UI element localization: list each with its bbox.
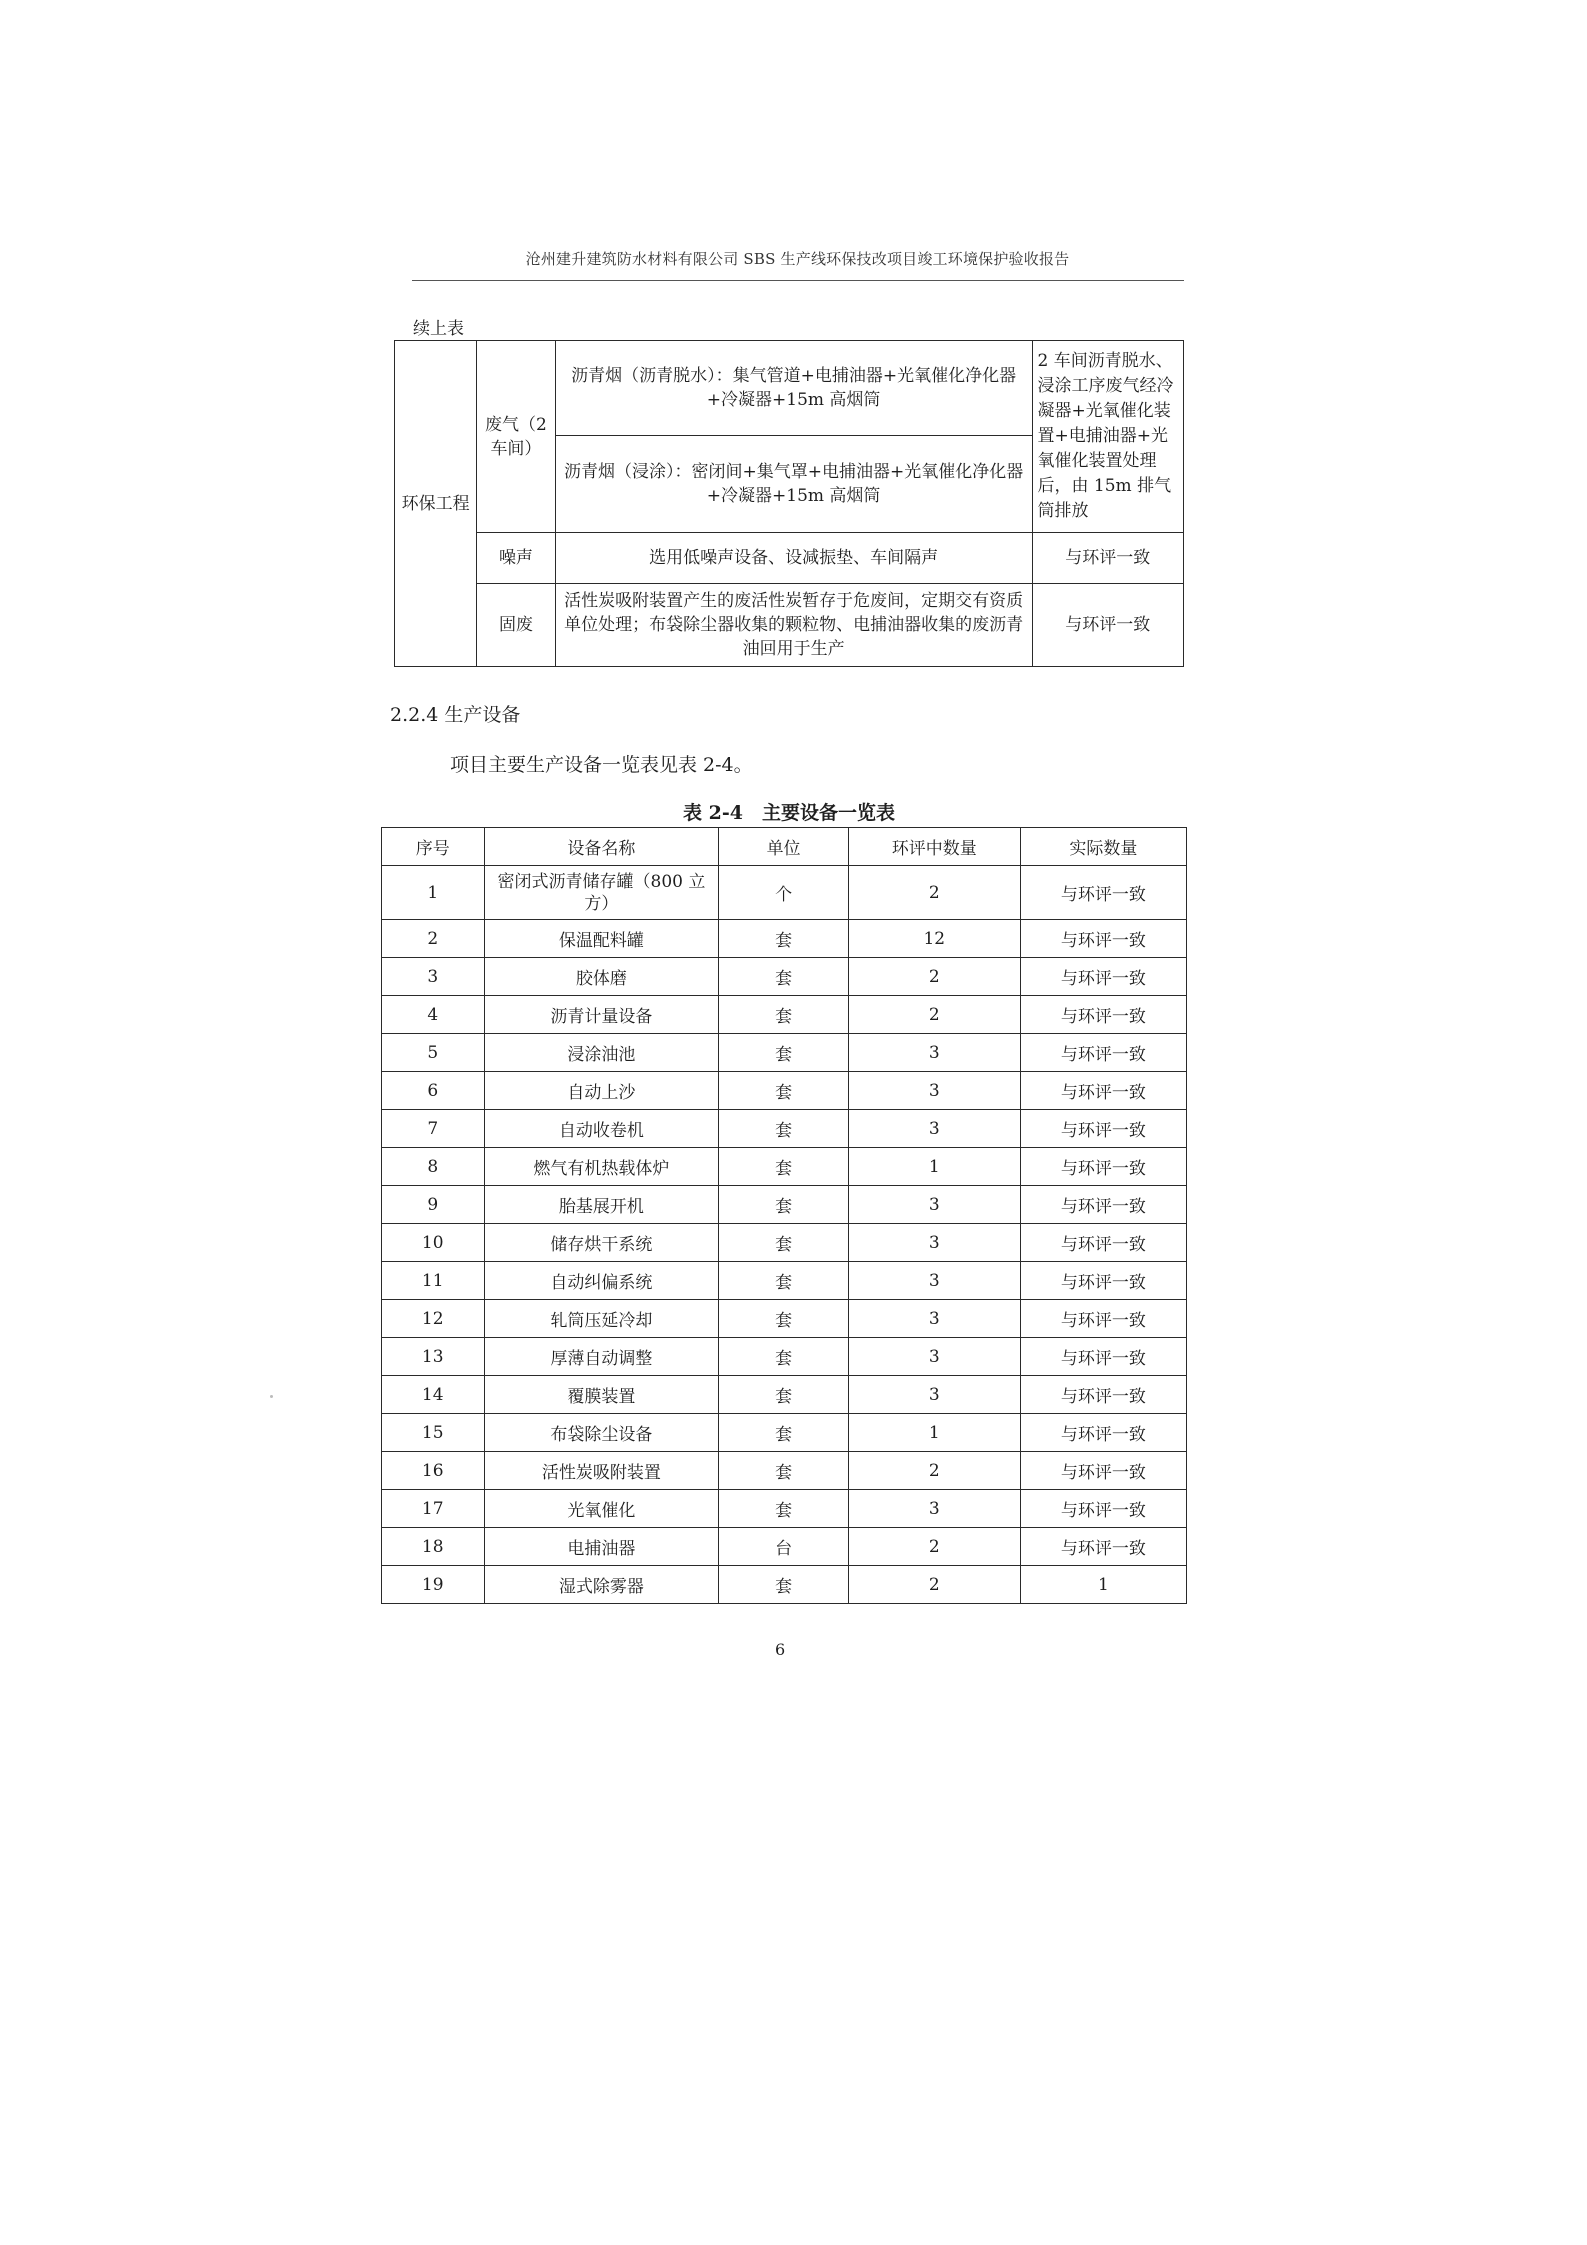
table-cell: 6 (382, 1072, 485, 1110)
table-row (382, 1452, 1187, 1490)
table-cell: 与环评一致 (1020, 958, 1186, 996)
table-cell: 套 (719, 1034, 848, 1072)
table-cell: 套 (719, 1414, 848, 1452)
table-cell: 与环评一致 (1020, 1148, 1186, 1186)
header-cell: 序号 (382, 828, 485, 866)
table-cell: 7 (382, 1110, 485, 1148)
table-cell: 套 (719, 1490, 848, 1528)
table-cell: 自动收卷机 (484, 1110, 719, 1148)
table-cell: 套 (719, 1338, 848, 1376)
table-cell: 与环评一致 (1020, 1110, 1186, 1148)
table-cell: 轧筒压延冷却 (484, 1300, 719, 1338)
table-row (382, 1034, 1187, 1072)
table-cell: 3 (848, 1376, 1020, 1414)
table-cell: 套 (719, 1148, 848, 1186)
table-row (382, 1566, 1187, 1604)
table-cell: 活性炭吸附装置 (484, 1452, 719, 1490)
table-cell: 与环评一致 (1020, 1376, 1186, 1414)
table-cell: 套 (719, 1262, 848, 1300)
table-cell: 2 (848, 996, 1020, 1034)
table-row (382, 1072, 1187, 1110)
page-header: 沧州建升建筑防水材料有限公司 SBS 生产线环保技改项目竣工环境保护验收报告 (525, 250, 1070, 268)
env-sub-cell: 噪声 (477, 533, 556, 584)
env-result-cell: 与环评一致 (1032, 584, 1183, 667)
table-row (382, 1110, 1187, 1148)
table-cell: 3 (848, 1186, 1020, 1224)
table-cell: 1 (848, 1148, 1020, 1186)
table-cell: 套 (719, 1452, 848, 1490)
header-rule (412, 280, 1184, 281)
table-cell: 12 (382, 1300, 485, 1338)
table-cell: 浸涂油池 (484, 1034, 719, 1072)
table-cell: 电捕油器 (484, 1528, 719, 1566)
table-cell: 10 (382, 1224, 485, 1262)
table-cell: 与环评一致 (1020, 866, 1186, 920)
table-cell: 18 (382, 1528, 485, 1566)
table-cell: 与环评一致 (1020, 1338, 1186, 1376)
table-cell: 2 (382, 920, 485, 958)
table-cell: 1 (1020, 1566, 1186, 1604)
table-cell: 沥青计量设备 (484, 996, 719, 1034)
table-cell: 套 (719, 996, 848, 1034)
table-cell: 2 (848, 1452, 1020, 1490)
table-cell: 湿式除雾器 (484, 1566, 719, 1604)
table-cell: 胶体磨 (484, 958, 719, 996)
table-cell: 3 (848, 1338, 1020, 1376)
table-cell: 与环评一致 (1020, 1528, 1186, 1566)
table-cell: 套 (719, 1376, 848, 1414)
table-cell: 与环评一致 (1020, 1034, 1186, 1072)
table-row (382, 866, 1187, 920)
table-cell: 套 (719, 1072, 848, 1110)
table-cell: 套 (719, 958, 848, 996)
table-cell: 燃气有机热载体炉 (484, 1148, 719, 1186)
table-cell: 保温配料罐 (484, 920, 719, 958)
table-cell: 1 (848, 1414, 1020, 1452)
table-cell: 厚薄自动调整 (484, 1338, 719, 1376)
table-row (382, 1414, 1187, 1452)
table-cell: 3 (848, 1490, 1020, 1528)
table-cell: 2 (848, 958, 1020, 996)
table-cell: 与环评一致 (1020, 1186, 1186, 1224)
table-cell: 覆膜装置 (484, 1376, 719, 1414)
table-row (382, 920, 1187, 958)
table-cell: 8 (382, 1148, 485, 1186)
table-cell: 套 (719, 1186, 848, 1224)
table-row (395, 341, 1184, 436)
env-sub-cell: 废气（2 车间） (477, 341, 556, 533)
table-row (382, 1490, 1187, 1528)
table-cell: 14 (382, 1376, 485, 1414)
table-cell: 与环评一致 (1020, 996, 1186, 1034)
table-cell: 套 (719, 1566, 848, 1604)
table-cell: 3 (848, 1072, 1020, 1110)
table-cell: 3 (848, 1262, 1020, 1300)
table-cell: 9 (382, 1186, 485, 1224)
table-cell: 11 (382, 1262, 485, 1300)
header-cell: 单位 (719, 828, 848, 866)
equipment-table-body (382, 866, 1187, 1604)
table-cell: 套 (719, 1224, 848, 1262)
table-cell: 与环评一致 (1020, 920, 1186, 958)
table-cell: 3 (848, 1034, 1020, 1072)
page-number: 6 (775, 1640, 786, 1659)
table-cell: 光氧催化 (484, 1490, 719, 1528)
header-cell: 环评中数量 (848, 828, 1020, 866)
table-row (382, 996, 1187, 1034)
table-cell: 与环评一致 (1020, 1452, 1186, 1490)
table-cell: 13 (382, 1338, 485, 1376)
env-result-cell: 2 车间沥青脱水、浸涂工序废气经冷凝器+光氧催化装置+电捕油器+光氧催化装置处理后，由 15m 排气筒排放 (1032, 341, 1183, 533)
table-row (395, 533, 1184, 584)
table-row (382, 958, 1187, 996)
table-row (395, 584, 1184, 667)
table-row (382, 1262, 1187, 1300)
header-cell: 设备名称 (484, 828, 719, 866)
env-desc-cell: 沥青烟（浸涂）：密闭间+集气罩+电捕油器+光氧催化净化器+冷凝器+15m 高烟筒 (555, 436, 1032, 533)
table-cell: 与环评一致 (1020, 1072, 1186, 1110)
table-cell: 17 (382, 1490, 485, 1528)
env-desc-cell: 活性炭吸附装置产生的废活性炭暂存于危废间，定期交有资质单位处理；布袋除尘器收集的颗粒物、电捕油器收集的废沥青油回用于生产 (555, 584, 1032, 667)
env-sub-cell: 固废 (477, 584, 556, 667)
env-measures-table (394, 340, 1184, 667)
table-cell: 3 (382, 958, 485, 996)
table-row (382, 1338, 1187, 1376)
table-cell: 2 (848, 1528, 1020, 1566)
table-cell: 5 (382, 1034, 485, 1072)
scan-speck (270, 1395, 273, 1398)
table-cell: 密闭式沥青储存罐（800 立方） (484, 866, 719, 920)
table-header-row (382, 828, 1187, 866)
table-caption: 表 2-4 主要设备一览表 (683, 802, 895, 824)
table-row (382, 1300, 1187, 1338)
table-cell: 与环评一致 (1020, 1300, 1186, 1338)
env-desc-cell: 沥青烟（沥青脱水）：集气管道+电捕油器+光氧催化净化器+冷凝器+15m 高烟筒 (555, 341, 1032, 436)
table-row (382, 1528, 1187, 1566)
header-cell: 实际数量 (1020, 828, 1186, 866)
env-category-cell: 环保工程 (395, 341, 477, 667)
table-row (382, 1148, 1187, 1186)
table-row (382, 1376, 1187, 1414)
table-cell: 自动纠偏系统 (484, 1262, 719, 1300)
table-cell: 1 (382, 866, 485, 920)
table-cell: 3 (848, 1110, 1020, 1148)
continued-label: 续上表 (413, 319, 464, 339)
table-cell: 套 (719, 1110, 848, 1148)
table-cell: 与环评一致 (1020, 1490, 1186, 1528)
table-cell: 与环评一致 (1020, 1262, 1186, 1300)
table-cell: 3 (848, 1300, 1020, 1338)
table-cell: 与环评一致 (1020, 1414, 1186, 1452)
section-title: 2.2.4 生产设备 (390, 704, 521, 726)
table-cell: 4 (382, 996, 485, 1034)
table-cell: 套 (719, 920, 848, 958)
table-row (382, 1224, 1187, 1262)
table-cell: 19 (382, 1566, 485, 1604)
table-cell: 个 (719, 866, 848, 920)
table-cell: 3 (848, 1224, 1020, 1262)
env-desc-cell: 选用低噪声设备、设减振垫、车间隔声 (555, 533, 1032, 584)
env-result-cell: 与环评一致 (1032, 533, 1183, 584)
equipment-table (381, 827, 1187, 1604)
section-intro: 项目主要生产设备一览表见表 2-4。 (450, 754, 753, 776)
table-cell: 台 (719, 1528, 848, 1566)
table-cell: 自动上沙 (484, 1072, 719, 1110)
table-cell: 2 (848, 1566, 1020, 1604)
table-cell: 2 (848, 866, 1020, 920)
table-cell: 胎基展开机 (484, 1186, 719, 1224)
table-cell: 与环评一致 (1020, 1224, 1186, 1262)
table-cell: 布袋除尘设备 (484, 1414, 719, 1452)
table-cell: 储存烘干系统 (484, 1224, 719, 1262)
table-cell: 12 (848, 920, 1020, 958)
table-cell: 套 (719, 1300, 848, 1338)
table-cell: 15 (382, 1414, 485, 1452)
table-cell: 16 (382, 1452, 485, 1490)
table-row (382, 1186, 1187, 1224)
